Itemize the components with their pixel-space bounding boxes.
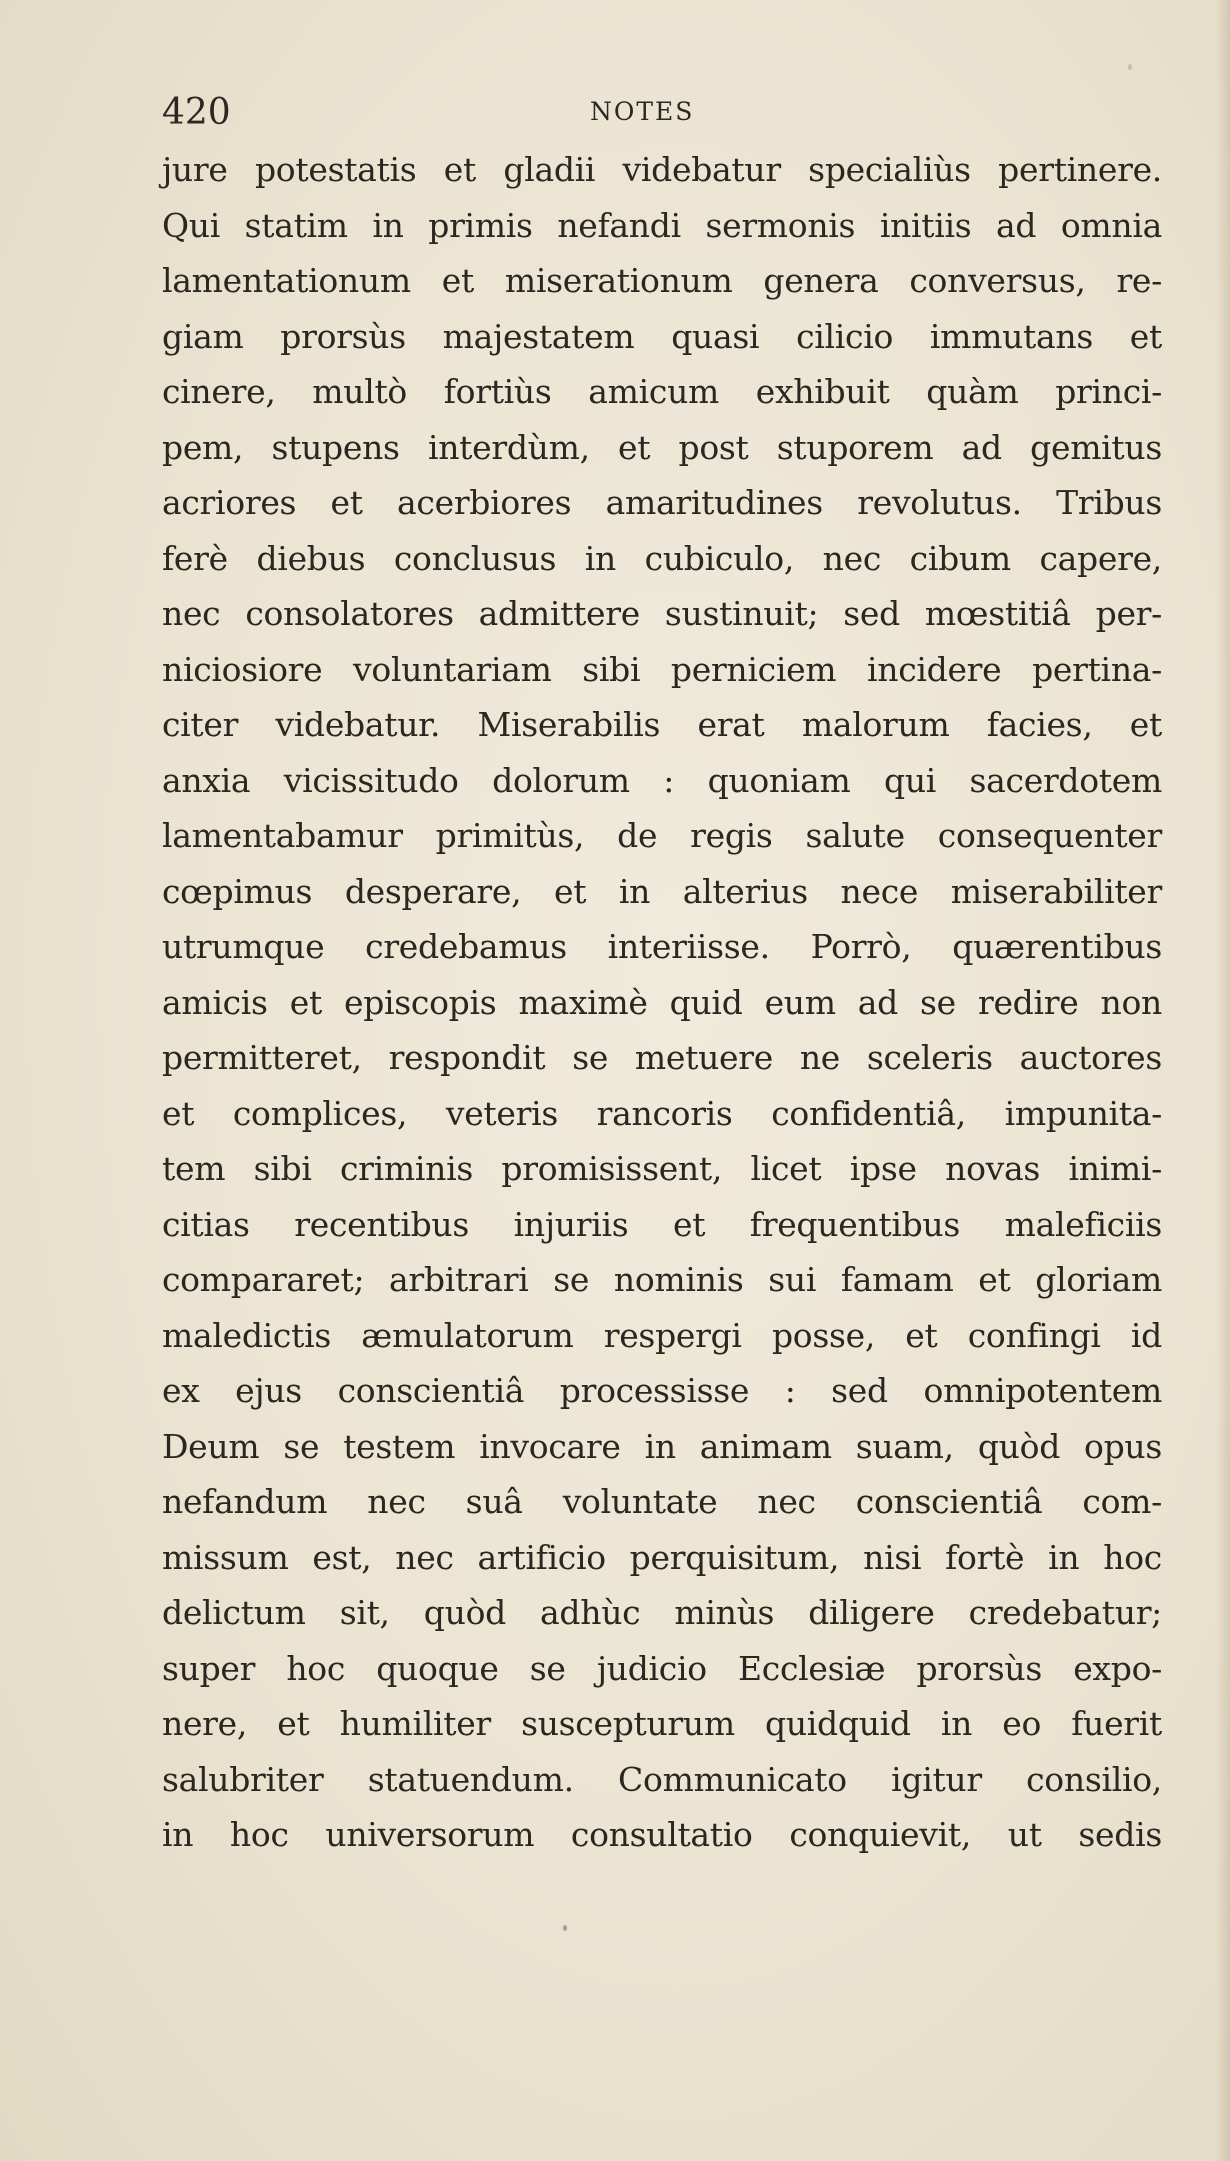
text-line: Qui statim in primis nefandi sermonis initiis ad omnia: [162, 205, 1162, 245]
body-text: [162, 142, 1162, 1863]
text-line: in hoc universorum consultatio conquievit, ut sedis: [162, 1815, 1162, 1854]
page-edge-shadow: [1216, 0, 1230, 2161]
page-header: [162, 88, 1162, 138]
text-line: delictum sit, quòd adhùc minùs diligere credebatur;: [162, 1593, 1162, 1632]
text-line: cœpimus desperare, et in alterius nece miserabiliter: [162, 871, 1162, 911]
text-line: permitteret, respondit se metuere ne sceleris auctores: [162, 1038, 1162, 1077]
paper-speck: [563, 1925, 567, 1931]
text-line: lamentationum et miserationum genera conversus, re-: [162, 261, 1162, 300]
text-line: cinere, multò fortiùs amicum exhibuit quàm princi-: [162, 372, 1162, 411]
text-line: nefandum nec suâ voluntate nec conscientiâ com-: [162, 1482, 1162, 1521]
text-line: nere, et humiliter suscepturum quidquid in eo fuerit: [162, 1704, 1162, 1743]
text-line: Deum se testem invocare in animam suam, quòd opus: [162, 1426, 1162, 1466]
running-head: NOTES: [590, 97, 695, 126]
text-line: ex ejus conscientiâ processisse : sed omnipotentem: [162, 1371, 1162, 1410]
text-line: tem sibi criminis promisissent, licet ipse novas inimi-: [162, 1149, 1162, 1188]
page-number: 420: [162, 92, 231, 133]
text-line: giam prorsùs majestatem quasi cilicio immutans et: [162, 316, 1162, 356]
text-line: jure potestatis et gladii videbatur specialiùs pertinere.: [162, 150, 1162, 189]
text-line: maledictis æmulatorum respergi posse, et confingi id: [162, 1315, 1162, 1355]
text-line: anxia vicissitudo dolorum : quoniam qui sacerdotem: [162, 760, 1162, 800]
text-line: citias recentibus injuriis et frequentibus maleficiis: [162, 1204, 1162, 1244]
text-line: missum est, nec artificio perquisitum, nisi fortè in hoc: [162, 1537, 1162, 1577]
text-line: super hoc quoque se judicio Ecclesiæ prorsùs expo-: [162, 1648, 1162, 1688]
text-line: pem, stupens interdùm, et post stuporem ad gemitus: [162, 427, 1162, 467]
text-line: niciosiore voluntariam sibi perniciem incidere pertina-: [162, 649, 1162, 689]
text-line: amicis et episcopis maximè quid eum ad se redire non: [162, 982, 1162, 1022]
text-line: citer videbatur. Miserabilis erat malorum facies, et: [162, 705, 1162, 744]
text-line: compararet; arbitrari se nominis sui famam et gloriam: [162, 1260, 1162, 1299]
text-line: nec consolatores admittere sustinuit; sed mœstitiâ per-: [162, 594, 1162, 633]
paper-speck: [1128, 64, 1132, 70]
text-line: acriores et acerbiores amaritudines revolutus. Tribus: [162, 483, 1162, 522]
text-line: ferè diebus conclusus in cubiculo, nec cibum capere,: [162, 538, 1162, 578]
text-line: lamentabamur primitùs, de regis salute consequenter: [162, 816, 1162, 855]
text-line: salubriter statuendum. Communicato igitur consilio,: [162, 1759, 1162, 1799]
text-line: et complices, veteris rancoris confidentiâ, impunita-: [162, 1093, 1162, 1133]
text-line: utrumque credebamus interiisse. Porrò, quærentibus: [162, 927, 1162, 966]
